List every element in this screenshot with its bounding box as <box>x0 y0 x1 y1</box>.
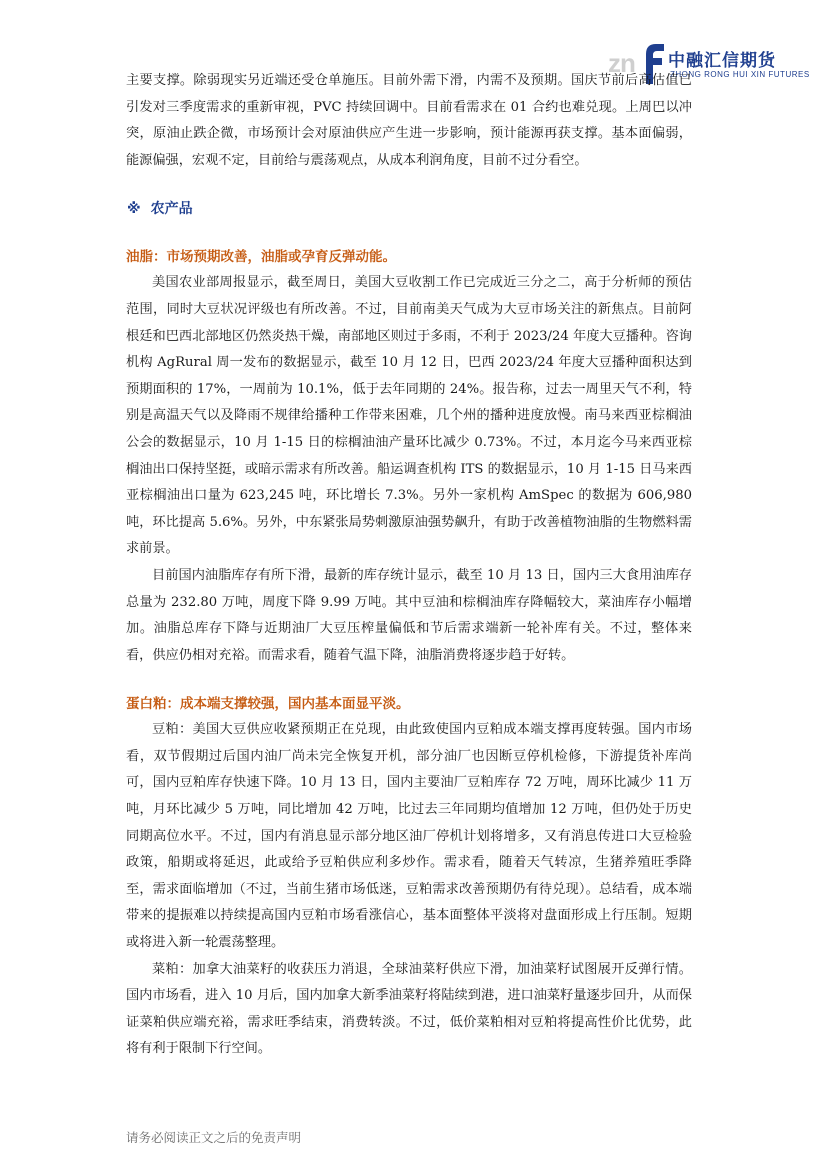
section-title: 农产品 <box>150 201 193 218</box>
oil-heading: 油脂：市场预期改善，油脂或孕育反弹动能。 <box>126 249 396 266</box>
logo-name-cn: 中融汇信期货 <box>668 51 776 71</box>
logo-name-en: ZHONG RONG HUI XIN FUTURES <box>670 70 810 79</box>
oil-paragraph-1: 美国农业部周报显示，截至周日，美国大豆收割工作已完成近三分之二，高于分析师的预估范围，同时大豆状况评级也有所改善。不过，目前南美天气成为大豆市场关注的新焦点。目前阿根廷和巴西北部地区仍然炎热干燥，南部地区则过于多雨，不利于 2023/24 年度大豆播种。咨询机构 AgRural 周一发布的数据显示，截至 10 月 12 日，巴西 2023/24 年度大豆播种面积达到预期面积的 17%，一周前为 10.1%，低于去年同期的 24%。报告称，过去一周里天气不利，特别是高温天气以及降雨不规律给播种工作带来困难，几个州的播种进度放慢。南马来西亚棕榈油公会的数据显示，10 月 1-15 日的棕榈油油产量环比减少 0.73%。不过，本月迄今马来西亚棕榈油出口保持坚挺，或暗示需求有所改善。船运调查机构 ITS 的数据显示，10 月 1-15 日马来西亚棕榈油出口量为 623,245 吨，环比增长 7.3%。另外一家机构 AmSpec 的数据为 606,980 吨，环比提高 5.6%。另外，中东紧张局势刺激原油强势飙升，有助于改善植物油脂的生物燃料需求前景。 <box>126 275 692 557</box>
intro-paragraph: 主要支撑。除弱现实另近端还受仓单施压。目前外需下滑，内需不及预期。国庆节前后高估值已引发对三季度需求的重新审视，PVC 持续回调中。目前看需求在 01 合约也难兑现。上周巴以冲突，原油止跌企微，市场预计会对原油供应产生进一步影响，预计能源再获支撑。基本面偏弱，能源偏强，宏观不定，目前给与震荡观点，从成本利润角度，目前不过分看空。 <box>126 73 692 168</box>
reference-mark-icon: ※ <box>127 201 141 218</box>
soymeal-paragraph: 豆粕：美国大豆供应收紧预期正在兑现，由此致使国内豆粕成本端支撑再度转强。国内市场看，双节假期过后国内油厂尚未完全恢复开机，部分油厂也因断豆停机检修，下游提货补库尚可，国内豆粕库存快速下降。10 月 13 日，国内主要油厂豆粕库存 72 万吨，周环比减少 11 万吨，月环比减少 5 万吨，同比增加 42 万吨，比过去三年同期均值增加 12 万吨，但仍处于历史同期高位水平。不过，国内有消息显示部分地区油厂停机计划将增多，又有消息传进口大豆检验政策，船期或将延迟，此或给予豆粕供应利多炒作。需求看，随着天气转凉，生猪养殖旺季降至，需求面临增加（不过，当前生猪市场低迷，豆粕需求改善预期仍有待兑现）。总结看，成本端带来的提振难以持续提高国内豆粕市场看涨信心，基本面整体平淡将对盘面形成上行压制。短期或将进入新一轮震荡整理。 <box>126 722 692 951</box>
disclaimer-footer: 请务必阅读正文之后的免责声明 <box>126 1130 302 1145</box>
meal-heading: 蛋白粕：成本端支撑较强，国内基本面显平淡。 <box>126 696 410 713</box>
section-heading <box>126 196 692 222</box>
report-body <box>126 68 692 1063</box>
rapeseed-meal-paragraph: 菜粕：加拿大油菜籽的收获压力消退，全球油菜籽供应下滑，加油菜籽试图展开反弹行情。国内市场看，进入 10 月后，国内加拿大新季油菜籽将陆续到港，进口油菜籽量逐步回升，从而保证菜粕供应端充裕，需求旺季结束，消费转淡。不过，低价菜粕相对豆粕将提高性价比优势，此将有利于限制下行空间。 <box>126 961 692 1057</box>
oil-paragraph-2: 目前国内油脂库存有所下滑，最新的库存统计显示，截至 10 月 13 日，国内三大食用油库存总量为 232.80 万吨，周度下降 9.99 万吨。其中豆油和棕榈油库存降幅较大，菜油库存小幅增加。油脂总库存下降与近期油厂大豆压榨量偏低和节后需求端新一轮补库有关。不过，整体来看，供应仍相对充裕。而需求看，随着气温下降，油脂消费将逐步趋于好转。 <box>126 567 692 663</box>
logo-zn-mark: zn <box>608 48 635 78</box>
